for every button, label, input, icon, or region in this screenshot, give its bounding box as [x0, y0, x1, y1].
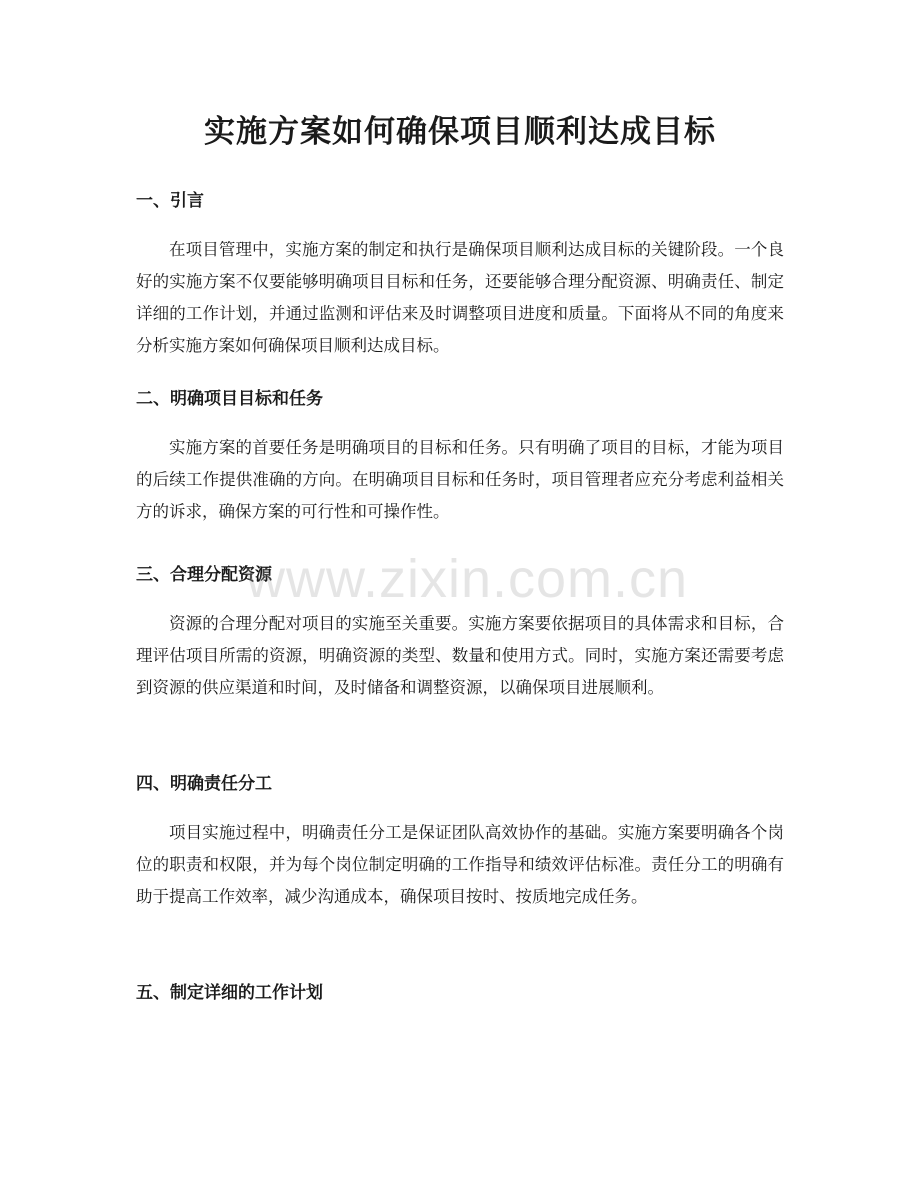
- section-responsibility: [136, 769, 784, 978]
- section-heading: 四、明确责任分工: [136, 774, 272, 794]
- section-heading: 一、引言: [136, 191, 204, 211]
- section-heading: 五、制定详细的工作计划: [136, 983, 323, 1003]
- watermark: www.zixin.com.cn: [245, 549, 689, 609]
- section-work-plan: [136, 978, 784, 1008]
- section-heading: 二、明确项目目标和任务: [136, 389, 323, 409]
- section-paragraph: 在项目管理中，实施方案的制定和执行是确保项目顺利达成目标的关键阶段。一个良好的实施方案不仅要能够明确项目目标和任务，还要能够合理分配资源、明确责任、制定详细的工作计划，并通过监测和评估来及时调整项目进度和质量。下面将从不同的角度来分析实施方案如何确保项目顺利达成目标。: [136, 240, 784, 355]
- section-paragraph: 资源的合理分配对项目的实施至关重要。实施方案要依据项目的具体需求和目标，合理评估项目所需的资源，明确资源的类型、数量和使用方式。同时，实施方案还需要考虑到资源的供应渠道和时间，及时储备和调整资源，以确保项目进展顺利。: [136, 614, 784, 697]
- document-body: [136, 186, 784, 1008]
- section-introduction: [136, 186, 784, 384]
- section-resource-allocation: [136, 560, 784, 769]
- section-goals-and-tasks: [136, 384, 784, 560]
- section-paragraph: 项目实施过程中，明确责任分工是保证团队高效协作的基础。实施方案要明确各个岗位的职责和权限，并为每个岗位制定明确的工作指导和绩效评估标准。责任分工的明确有助于提高工作效率，减少沟通成本，确保项目按时、按质地完成任务。: [136, 823, 784, 906]
- section-paragraph: 实施方案的首要任务是明确项目的目标和任务。只有明确了项目的目标，才能为项目的后续工作提供准确的方向。在明确项目目标和任务时，项目管理者应充分考虑利益相关方的诉求，确保方案的可行性和可操作性。: [136, 438, 784, 521]
- document-title: 实施方案如何确保项目顺利达成目标: [204, 114, 716, 150]
- section-heading: 三、合理分配资源: [136, 565, 272, 585]
